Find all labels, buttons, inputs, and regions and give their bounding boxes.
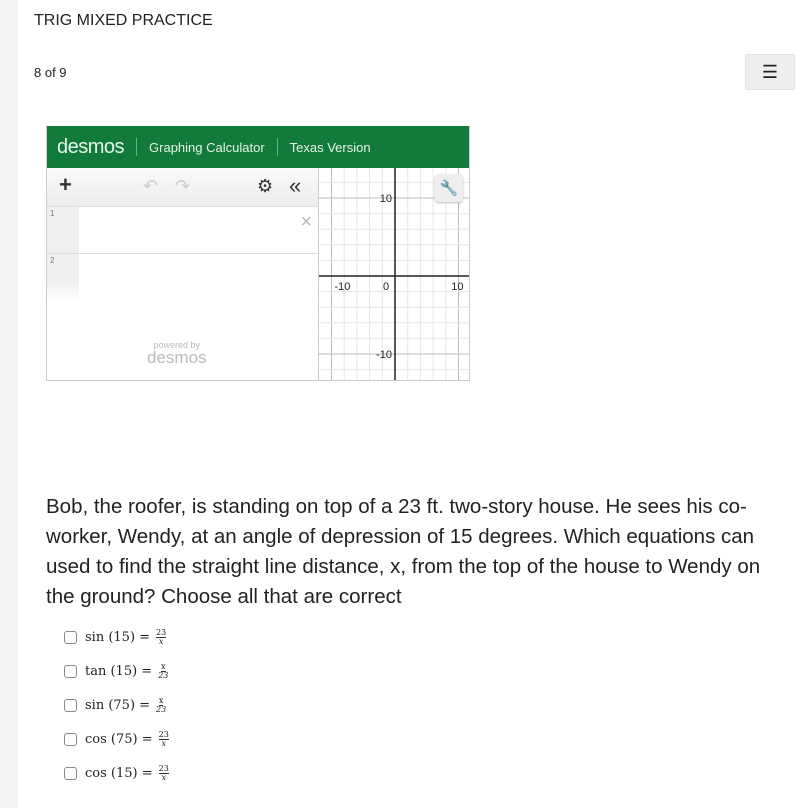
answer-choice[interactable] [64, 765, 169, 782]
fraction: $\frac{x}{23}$ [158, 662, 169, 680]
list-icon: ☰ [761, 61, 779, 82]
undo-icon[interactable]: ↶ [143, 176, 159, 196]
choice-lhs: cos (15) = [85, 766, 153, 781]
redo-icon[interactable]: ↷ [175, 176, 191, 196]
version-name: Texas Version [289, 139, 371, 155]
collapse-panel-icon[interactable]: « [289, 173, 302, 198]
left-margin [0, 0, 18, 808]
fraction: $\frac{x}{23}$ [156, 696, 167, 714]
add-expression-button[interactable]: + [59, 172, 72, 197]
expression-toolbar [47, 168, 318, 207]
tick-label: 10 [379, 193, 392, 205]
expression-panel [47, 168, 319, 380]
graph-paper[interactable] [319, 168, 469, 380]
fraction: $\frac{23}{x}$ [158, 764, 169, 782]
delete-expression-icon[interactable]: × [300, 211, 312, 233]
choice-lhs: tan (15) = [85, 664, 153, 679]
checkbox[interactable] [64, 767, 77, 780]
choice-lhs: sin (75) = [85, 698, 151, 713]
tick-label: -10 [376, 349, 392, 361]
question-counter: 8 of 9 [34, 65, 67, 80]
fraction: $\frac{23}{x}$ [156, 628, 167, 646]
answer-choice[interactable] [64, 697, 166, 714]
tick-label: 0 [382, 281, 390, 293]
tick-label: 10 [451, 281, 464, 293]
desmos-logo: desmos [57, 135, 125, 158]
answer-choice[interactable] [64, 629, 166, 646]
graph-settings-wrench-icon[interactable]: 🔧 [435, 174, 463, 202]
expression-row[interactable]: 1 × [47, 207, 318, 254]
answer-choice[interactable] [64, 731, 169, 748]
product-name: Graphing Calculator [149, 139, 265, 155]
settings-gear-icon[interactable]: ⚙ [257, 176, 274, 196]
expression-row[interactable]: 2 [47, 254, 318, 300]
question-list-button[interactable] [745, 54, 795, 90]
answer-choice[interactable] [64, 663, 168, 680]
calculator-header [47, 126, 469, 168]
tick-label: -10 [334, 281, 351, 293]
checkbox[interactable] [64, 631, 77, 644]
choice-lhs: cos (75) = [85, 732, 153, 747]
desmos-calculator[interactable] [46, 126, 470, 381]
checkbox[interactable] [64, 665, 77, 678]
fraction: $\frac{23}{x}$ [158, 730, 169, 748]
checkbox[interactable] [64, 733, 77, 746]
choice-lhs: sin (15) = [85, 630, 151, 645]
checkbox[interactable] [64, 699, 77, 712]
powered-by-desmos: powered by desmos [147, 340, 207, 367]
question-text: Bob, the roofer, is standing on top of a 23 ft. two-story house. He sees his co-worker, Wendy, at an angle of depression of 15 degrees. Which equations can used to find the straight line distance, x, from the top of the house to Wendy on the ground? Choose all that are correct [46, 495, 761, 608]
page-title: TRIG MIXED PRACTICE [34, 12, 213, 29]
